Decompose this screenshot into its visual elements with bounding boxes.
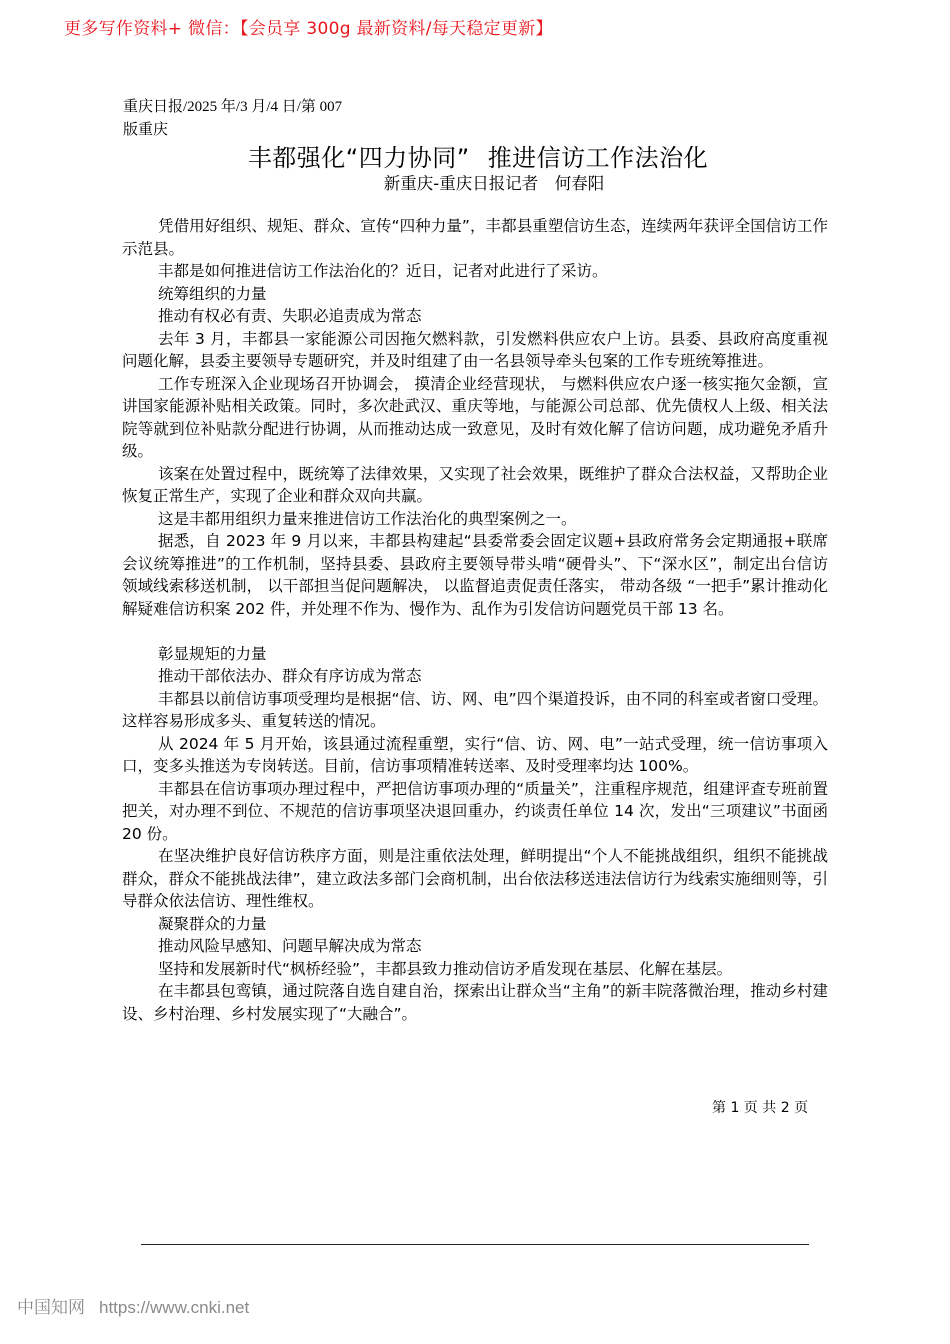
source-line-2: 版重庆 <box>123 122 169 138</box>
paragraph: 去年 3 月，丰都县一家能源公司因拖欠燃料款，引发燃料供应农户上访。县委、县政府高度重视问题化解，县委主要领导专题研究，并及时组建了由一名县领导牵头包案的工作专班统筹推进。 <box>122 329 828 370</box>
byline: 新重庆-重庆日报记者 何春阳 <box>383 174 605 193</box>
footer-watermark <box>17 1293 249 1318</box>
paragraph: 从 2024 年 5 月开始，该县通过流程重塑，实行“信、访、网、电”一站式受理，统一信访事项入口，变多头推送为专岗转送。目前，信访事项精准转送率、及时受理率均达 100%。 <box>122 734 828 775</box>
paragraph: 凭借用好组织、规矩、群众、宣传“四种力量”，丰都县重塑信访生态，连续两年获评全国信访工作示范县。 <box>122 217 828 258</box>
promo-banner: 更多写作资料+ 微信：【会员享 300g 最新资料/每天稳定更新】 <box>64 19 553 39</box>
footer-brand: 中国知网 <box>17 1298 85 1317</box>
paragraph: 据悉，自 2023 年 9 月以来，丰都县构建起“县委常委会固定议题+县政府常务会定期通报+联席会议统筹推进”的工作机制，坚持县委、县政府主要领导带头啃“硬骨头”、下“深水区”，制定出台信访领域线索移送机制， 以干部担当促问题解决， 以监督追责促责任落实， 带动各级 “一把手”累计推动化解疑难信访积案 202 件，并处理不作为、慢作为、乱作为引发信访问题党员干部 13 名。 <box>122 532 828 618</box>
paragraph: 在坚决维护良好信访秩序方面，则是注重依法处理，鲜明提出“个人不能挑战组织，组织不能挑战群众，群众不能挑战法律”，建立政法多部门会商机制，出台依法移送违法信访行为线索实施细则等，引导群众依法信访、理性维权。 <box>122 847 828 910</box>
paragraph: 推动风险早感知、问题早解决成为常态 <box>158 937 422 955</box>
page-indicator: 第 1 页 共 2 页 <box>712 1100 809 1116</box>
paragraph: 推动干部依法办、群众有序访成为常态 <box>158 667 422 685</box>
article-body <box>122 215 828 1025</box>
source-line-1: 重庆日报/2025 年/3 月/4 日/第 007 <box>123 99 343 115</box>
footer-divider <box>141 1244 809 1245</box>
footer-url: https://www.cnki.net <box>99 1298 250 1317</box>
paragraph: 丰都是如何推进信访工作法治化的？近日，记者对此进行了采访。 <box>158 262 608 280</box>
paragraph: 丰都县以前信访事项受理均是根据“信、访、网、电”四个渠道投诉，由不同的科室或者窗口受理。这样容易形成多头、重复转送的情况。 <box>122 689 828 730</box>
title-part-1: 丰都强化“四力协同” <box>247 144 470 172</box>
blank-line <box>122 620 828 643</box>
source-info <box>123 96 363 142</box>
paragraph: 该案在处置过程中，既统筹了法律效果，又实现了社会效果，既维护了群众合法权益，又帮助企业恢复正常生产，实现了企业和群众双向共赢。 <box>122 464 828 505</box>
title-part-2: 推进信访工作法治化 <box>487 144 709 172</box>
paragraph: 统筹组织的力量 <box>158 284 267 303</box>
paragraph: 坚持和发展新时代“枫桥经验”，丰都县致力推动信访矛盾发现在基层、化解在基层。 <box>158 959 733 978</box>
paragraph: 这是丰都用组织力量来推进信访工作法治化的典型案例之一。 <box>158 509 577 528</box>
paragraph: 彰显规矩的力量 <box>158 644 267 663</box>
paragraph: 工作专班深入企业现场召开协调会， 摸清企业经营现状， 与燃料供应农户逐一核实拖欠金额，宣讲国家能源补贴相关政策。同时，多次赴武汉、重庆等地，与能源公司总部、优先债权人上级、相关法院等就到位补贴款分配进行协调，从而推动达成一致意见，及时有效化解了信访问题，成功避免矛盾升级。 <box>122 374 828 460</box>
paragraph: 推动有权必有责、失职必追责成为常态 <box>158 307 422 325</box>
paragraph: 丰都县在信访事项办理过程中，严把信访事项办理的“质量关”，注重程序规范，组建评查专班前置把关，对办理不到位、不规范的信访事项坚决退回重办，约谈责任单位 14 次，发出“三项建议”书面函 20 份。 <box>122 779 828 843</box>
paragraph: 在丰都县包鸾镇，通过院落自选自建自治，探索出让群众当“主角”的新丰院落微治理，推动乡村建设、乡村治理、乡村发展实现了“大融合”。 <box>122 982 828 1023</box>
paragraph: 凝聚群众的力量 <box>158 914 267 933</box>
article-title <box>0 138 950 173</box>
